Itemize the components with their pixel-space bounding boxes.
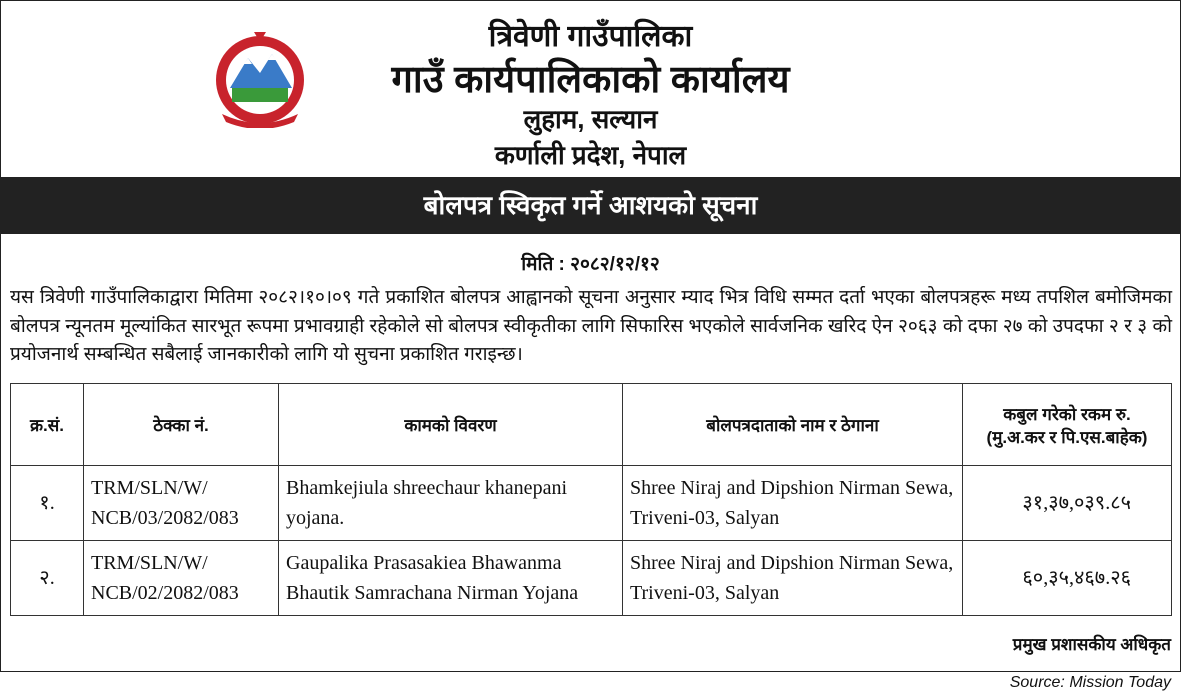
- cell-bidder: Shree Niraj and Dipshion Nirman Sewa, Triveni-03, Salyan: [623, 466, 963, 541]
- table-row: [11, 466, 1172, 541]
- province-country: कर्णाली प्रदेश, नेपाल: [494, 140, 687, 170]
- office-address: लुहाम, सल्यान: [523, 104, 658, 134]
- col-sn: क्र.सं.: [11, 384, 84, 466]
- cell-work: Gaupalika Prasasakiea Bhawanma Bhautik Samrachana Nirman Yojana: [279, 541, 623, 616]
- cell-work: Bhamkejiula shreechaur khanepani yojana.: [279, 466, 623, 541]
- col-amount: [963, 384, 1172, 466]
- table-row: [11, 541, 1172, 616]
- col-contract: ठेक्का नं.: [84, 384, 279, 466]
- cell-sn: १.: [11, 466, 84, 541]
- cell-amount: ६०,३५,४६७.२६: [963, 541, 1172, 616]
- notice-date: मिति : २०८२/१२/१२: [521, 254, 660, 275]
- notice-body: यस त्रिवेणी गाउँपालिकाद्वारा मितिमा २०८२।१०।०९ गते प्रकाशित बोलपत्र आह्वानको सूचना अनुसार म्याद भित्र विधि सम्मत दर्ता भएका बोलपत्रहरू मध्य तपशिल बमोजिमका बोलपत्र न्यूनतम मूल्यांकित सारभूत रूपमा प्रभावग्राही रहेकोले सो बोलपत्र स्वीकृतीका लागि सिफारिस भएकोले सार्वजनिक खरिद ऐन २०६३ को दफा २७ को उपदफा २ र ३ को प्रयोजनार्थ सम्बन्धित सबैलाई जानकारीको लागि यो सुचना प्रकाशित गराइन्छ।: [10, 287, 1172, 365]
- cell-sn: २.: [11, 541, 84, 616]
- col-work: कामको विवरण: [279, 384, 623, 466]
- table-header-row: [11, 384, 1172, 466]
- signature-title: प्रमुख प्रशासकीय अधिकृत: [1012, 635, 1171, 654]
- bid-table: [10, 383, 1172, 616]
- notice-title: बोलपत्र स्विकृत गर्ने आशयको सूचना: [0, 177, 1181, 234]
- municipality-name: त्रिवेणी गाउँपालिका: [488, 20, 693, 53]
- col-amount-line2: (मु.अ.कर र पि.एस.बाहेक): [986, 427, 1148, 447]
- cell-amount: ३१,३७,०३९.८५: [963, 466, 1172, 541]
- office-name: गाउँ कार्यपालिकाको कार्यालय: [391, 59, 790, 101]
- cell-bidder: Shree Niraj and Dipshion Nirman Sewa, Triveni-03, Salyan: [623, 541, 963, 616]
- source-credit: Source: Mission Today: [1009, 674, 1171, 691]
- cell-contract: TRM/SLN/W/ NCB/03/2082/083: [84, 466, 279, 541]
- letterhead: [0, 0, 1181, 176]
- col-amount-line1: कबुल गरेको रकम रु.: [1003, 404, 1131, 424]
- col-bidder: बोलपत्रदाताको नाम र ठेगाना: [623, 384, 963, 466]
- cell-contract: TRM/SLN/W/ NCB/02/2082/083: [84, 541, 279, 616]
